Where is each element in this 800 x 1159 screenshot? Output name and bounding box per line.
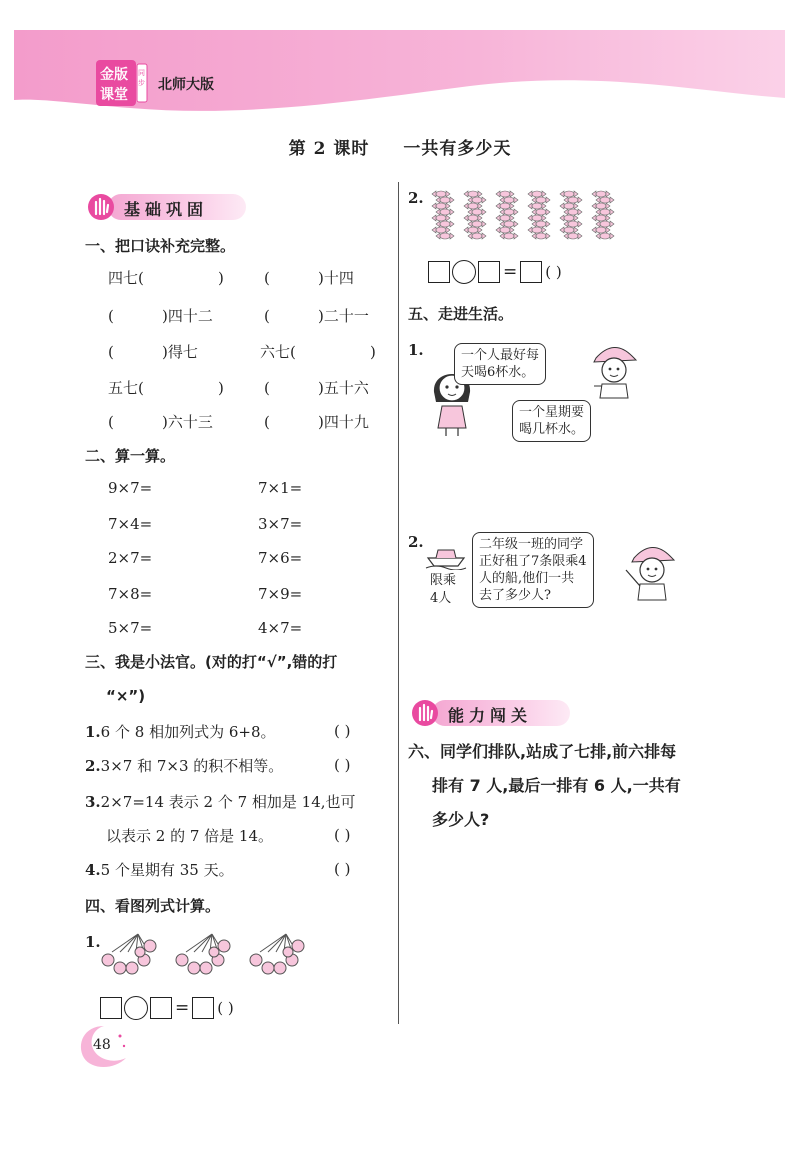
q3-item-1	[85, 722, 276, 742]
brand-logo	[96, 60, 148, 106]
page-number: 48	[93, 1037, 111, 1053]
answer-box[interactable]	[428, 261, 450, 283]
logo-side-text: 同步	[138, 69, 145, 87]
answer-box[interactable]	[100, 997, 122, 1019]
unit-paren[interactable]: ( )	[545, 263, 562, 281]
candies-picture	[430, 190, 640, 246]
q1-row-1-left-a: 四七(	[108, 269, 144, 287]
q1-row-3-left-a: (	[108, 343, 114, 361]
cherries-picture	[100, 930, 310, 978]
q1-row-3-left-b: )得七	[162, 343, 198, 361]
q4-title: 四、看图列式计算。	[85, 897, 221, 915]
q3-item-1-number: 1.	[85, 723, 101, 741]
q4-item-2-number: 2.	[408, 189, 424, 207]
logo-text-top: 金版	[100, 67, 128, 83]
q4-item-1-formula	[100, 996, 237, 1020]
q1-row-4-left-b: )	[218, 379, 224, 397]
equals-sign: =	[175, 998, 190, 1018]
q2-left-2: 7×4=	[108, 515, 153, 533]
q1-row-4-left-a: 五七(	[108, 379, 144, 397]
boy-pointing-illustration	[624, 540, 680, 604]
q6-line-1: 六、同学们排队,站成了七排,前六排每	[408, 742, 677, 761]
q1-row-5-right-b: )四十九	[318, 413, 369, 431]
speech-bubble-boat: 二年级一班的同学 正好租了7条限乘4 人的船,他们一共 去了多少人?	[472, 532, 594, 608]
q3-item-3-text-cont: 以表示 2 的 7 倍是 14。	[106, 827, 274, 845]
q3-item-2-text: 3×7 和 7×3 的积不相等。	[100, 757, 284, 775]
q4-item-1-number: 1.	[85, 933, 101, 951]
q2-right-1: 7×1=	[258, 479, 303, 497]
lesson-number: 第 2 课时	[288, 139, 370, 159]
q1-row-4-right-a: (	[264, 379, 270, 397]
boat-icon	[424, 544, 468, 570]
section-banner-basic	[86, 194, 246, 220]
section-banner-ability	[410, 700, 570, 726]
q3-item-2	[85, 756, 283, 776]
section-title-basic: 基础巩固	[124, 200, 209, 219]
edition-label: 北师大版	[158, 77, 214, 93]
q1-row-2-left-b: )四十二	[162, 307, 213, 325]
q1-row-2-right-b: )二十一	[318, 307, 369, 325]
q1-row-1-left-b: )	[218, 269, 224, 287]
q6-line-2: 排有 7 人,最后一排有 6 人,一共有	[432, 776, 681, 795]
hand-icon	[410, 696, 440, 728]
q2-right-5: 4×7=	[258, 619, 303, 637]
q2-right-3: 7×6=	[258, 549, 303, 567]
q2-left-5: 5×7=	[108, 619, 153, 637]
q1-row-3-right-b: )	[370, 343, 376, 361]
unit-paren[interactable]: ( )	[217, 999, 234, 1017]
q2-left-4: 7×8=	[108, 585, 153, 603]
q1-row-2-right-a: (	[264, 307, 270, 325]
q3-answer-2[interactable]: ( )	[334, 756, 351, 774]
section-title-ability: 能力闯关	[448, 706, 533, 725]
q2-left-1: 9×7=	[108, 479, 153, 497]
q3-item-3-text: 2×7=14 表示 2 个 7 相加是 14,也可	[100, 793, 356, 811]
q2-right-4: 7×9=	[258, 585, 303, 603]
q2-title: 二、算一算。	[85, 447, 176, 465]
q1-title: 一、把口诀补充完整。	[85, 237, 236, 255]
column-divider	[398, 182, 399, 1024]
q3-title-line1: 三、我是小法官。(对的打“√”,错的打	[85, 653, 338, 671]
q1-row-5-left-b: )六十三	[162, 413, 213, 431]
boy-illustration	[588, 340, 640, 400]
q3-answer-4[interactable]: ( )	[334, 860, 351, 878]
q3-item-4-number: 4.	[85, 861, 101, 879]
q1-row-5-right-a: (	[264, 413, 270, 431]
q1-row-4-right-b: )五十六	[318, 379, 369, 397]
answer-box[interactable]	[478, 261, 500, 283]
answer-box[interactable]	[520, 261, 542, 283]
hand-icon	[86, 190, 116, 222]
q3-title-line2: “×”)	[106, 687, 146, 705]
q3-item-4-text: 5 个星期有 35 天。	[100, 861, 234, 879]
boat-limit-sign: 限乘 4人	[430, 573, 457, 606]
lesson-name: 一共有多少天	[403, 139, 512, 159]
q5-item-2-number: 2.	[408, 533, 424, 551]
q3-item-3-number: 3.	[85, 793, 101, 811]
q3-answer-1[interactable]: ( )	[334, 722, 351, 740]
q6-line-3: 多少人?	[432, 810, 490, 829]
q1-row-3-right-a: 六七(	[260, 343, 296, 361]
equals-sign: =	[503, 262, 518, 282]
q1-row-1-right-b: )十四	[318, 269, 354, 287]
q5-item-1-number: 1.	[408, 341, 424, 359]
speech-bubble-boy: 一个星期要 喝几杯水。	[512, 400, 591, 442]
q2-left-3: 2×7=	[108, 549, 153, 567]
lesson-title	[0, 134, 800, 159]
operator-circle[interactable]	[452, 260, 476, 284]
q2-right-2: 3×7=	[258, 515, 303, 533]
answer-box[interactable]	[150, 997, 172, 1019]
logo-text-bottom: 课堂	[100, 87, 128, 103]
q3-item-3	[85, 792, 356, 812]
q3-answer-3[interactable]: ( )	[334, 826, 351, 844]
q5-title: 五、走进生活。	[408, 305, 514, 323]
answer-box[interactable]	[192, 997, 214, 1019]
q1-row-2-left-a: (	[108, 307, 114, 325]
q1-row-5-left-a: (	[108, 413, 114, 431]
q3-item-2-number: 2.	[85, 757, 101, 775]
q1-row-1-right-a: (	[264, 269, 270, 287]
operator-circle[interactable]	[124, 996, 148, 1020]
q3-item-4	[85, 860, 234, 880]
q3-item-1-text: 6 个 8 相加列式为 6+8。	[100, 723, 276, 741]
speech-bubble-girl: 一个人最好每 天喝6杯水。	[454, 343, 546, 385]
q4-item-2-formula	[428, 260, 565, 284]
